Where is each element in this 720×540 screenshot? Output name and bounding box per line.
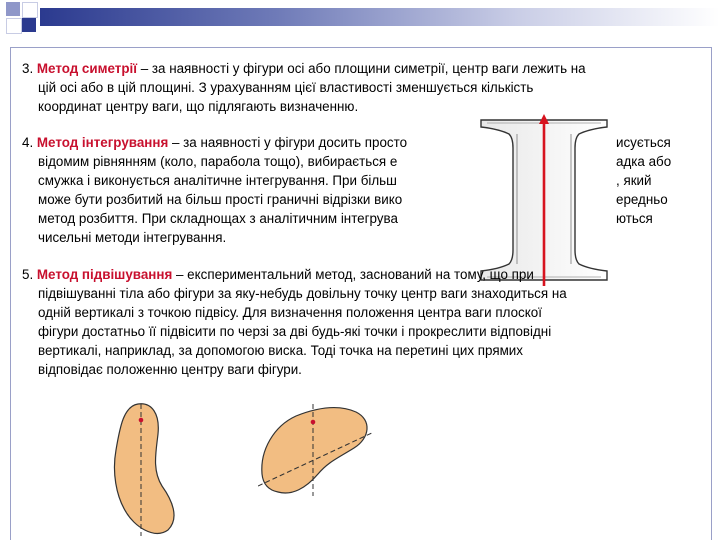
suspended-figure-vertical <box>108 400 180 536</box>
text-line-end: ередньо <box>616 192 668 207</box>
paragraph-suspension-method <box>22 265 567 379</box>
suspension-point <box>139 418 144 423</box>
i-beam-section-drawing <box>473 114 615 286</box>
text-line: фігури достатньо її підвісити по черзі за дві будь-які точки і прокреслити відповідні <box>38 324 552 339</box>
decor-square <box>22 2 38 18</box>
text-line: координат центру ваги, що підлягають визначенню. <box>38 99 359 114</box>
text-line: цій осі або в цій площині. З урахуванням цієї властивості зменшується кількість <box>38 80 534 95</box>
text-line: чисельні методи інтегрування. <box>38 230 227 245</box>
method-title: Метод інтегрування <box>36 135 169 150</box>
text-line-end: адка або <box>616 154 672 169</box>
item-number: 4. <box>22 135 37 150</box>
paragraph-integration-line-ends <box>616 133 671 228</box>
text-line-end: ються <box>616 211 653 226</box>
text-line: вертикалі, наприклад, за допомогою виска. Тоді точка на перетині цих прямих <box>38 343 523 358</box>
decor-square <box>6 2 20 16</box>
method-title: Метод симетрії <box>36 61 137 76</box>
item-number: 5. <box>22 267 37 282</box>
text-line: метод розбиття. При складнощах з аналітичним інтегрува <box>38 211 398 226</box>
item-number: 3. <box>22 61 37 76</box>
slide-header-decoration <box>0 0 720 34</box>
suspended-figure-tilted <box>258 400 374 496</box>
text-line: відповідає положенню центру ваги фігури. <box>38 362 302 377</box>
decor-square <box>6 18 22 34</box>
method-title: Метод підвішування <box>36 267 173 282</box>
paragraph-symmetry-method <box>22 59 586 116</box>
decor-square <box>22 18 36 32</box>
text-line: – експериментальний метод, заснований на тому, що при <box>172 267 534 282</box>
text-line: одній вертикалі з точкою підвісу. Для визначення положення центра ваги плоскої <box>38 305 542 320</box>
text-line: – за наявності у фігури осі або площини симетрії, центр ваги лежить на <box>137 61 586 76</box>
text-line: відомим рівнянням (коло, парабола тощо), вибирається е <box>38 154 398 169</box>
text-line: смужка і виконується аналітичне інтегрування. При більш <box>38 173 397 188</box>
text-line: підвішуванні тіла або фігури за яку-небудь довільну точку центр ваги знаходиться на <box>38 286 567 301</box>
text-line-end: исується <box>616 135 671 150</box>
suspension-point <box>311 420 316 425</box>
header-gradient-bar <box>40 8 720 26</box>
text-line-end: , який <box>616 173 652 188</box>
text-line: може бути розбитий на більш прості граничні відрізки вико <box>38 192 403 207</box>
text-line: – за наявності у фігури досить просто <box>168 135 408 150</box>
